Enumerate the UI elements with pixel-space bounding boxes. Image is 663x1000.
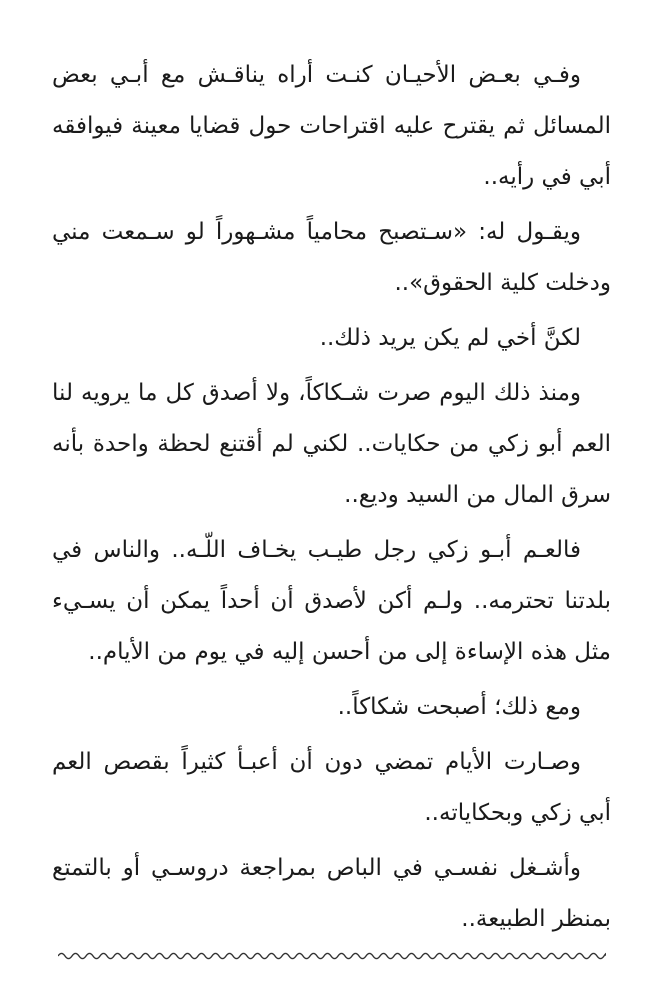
paragraph-7: وصـارت الأيام تمضي دون أن أعبـأ كثيراً بقصص العم أبي زكي وبحكاياته.. xyxy=(52,749,611,826)
paragraph-5: فالعـم أبـو زكي رجل طيـب يخـاف اللّـه.. والناس في بلدتنا تحترمه.. ولـم أكن لأصدق أن أحداً يمكن أن يسـيء مثل هذه الإساءة إلى من أحسن إليه في يوم من الأيام.. xyxy=(52,537,611,665)
paragraph-1: وفـي بعـض الأحيـان كنـت أراه يناقـش مع أبـي بعض المسائل ثم يقترح عليه اقتراحات حول قضايا معينة فيوافقه أبي في رأيه.. xyxy=(52,62,611,190)
paragraph-8: وأشـغل نفسـي في الباص بمراجعة دروسـي أو بالتمتع بمنظر الطبيعة.. xyxy=(52,855,611,932)
paragraph-6: ومع ذلك؛ أصبحت شكاكاً.. xyxy=(337,694,581,720)
paragraph-3: لكنَّ أخي لم يكن يريد ذلك.. xyxy=(319,325,581,351)
wavy-divider xyxy=(58,948,606,964)
paragraph-2: ويقـول له: «سـتصبح محامياً مشـهوراً لو سـمعت مني ودخلت كلية الحقوق».. xyxy=(52,219,611,296)
paragraph-4: ومنذ ذلك اليوم صرت شـكاكاً، ولا أصدق كل ما يرويه لنا العم أبو زكي من حكايات.. لكني لم أقتنع لحظة واحدة بأنه سرق المال من السيد وديع.. xyxy=(52,380,611,508)
text-page xyxy=(52,50,611,949)
